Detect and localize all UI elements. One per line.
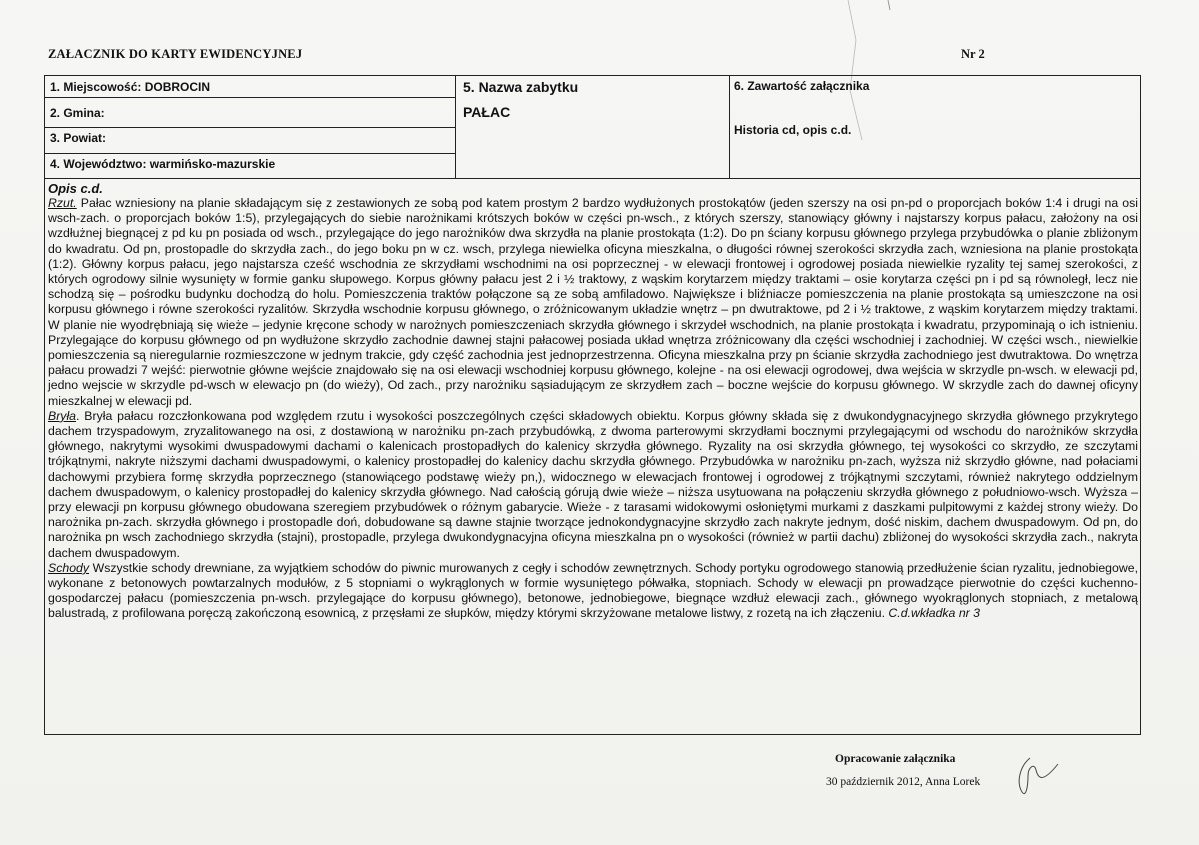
field-gmina: 2. Gmina: bbox=[50, 106, 105, 120]
footer-label: Opracowanie załącznika bbox=[835, 753, 956, 765]
field-zawartosc-label: 6. Zawartość załącznika bbox=[734, 79, 870, 93]
schody-label: Schody bbox=[48, 560, 90, 575]
rzut-text: Pałac wzniesiony na planie składającym się z zestawionych ze sobą pod katem prostym 2 bardzo wydłużonych prostokątów (jeden szerszy na osi pn-pd o proporcjach boków 1:4 i drugi na osi wsch-zach. o proporcjach boków 1:5), przylegających do siebie narożnikami krótszych boków w części pn-wsch., z których szerszy, stanowiący główny i najstarszy korpus pałacu, założony na osi wzdłużnej biegnącej z pd ku pn posiada od wsch., przylegające do jego narożników dwa skrzydła na planie prostokąta (1:2). Do pn ściany korpusu głównego przylega przybudówka o planie zbliżonym do kwadratu. Od pn, prostopadle do skrzydła zach., do jego boku pn w cz. wsch, przylega niewielka oficyna mieszkalna, o długości równej szerokości skrzydła zach, wzniesiona na planie prostokąta (1:2). Główny korpus pałacu, jego najstarsza cześć wschodnia ze skrzydłami wschodnimi na osi poprzecznej - w elewacji frontowej i ogrodowej posiada niewielkie ryzality tej samej szerokości, z których ogrodowy silnie wysunięty w formie ganku słupowego. Korpus główny pałacu jest 2 i ½ traktowy, z wąskim korytarzem między traktami – osie korytarza części pn i pd są równoległ, lecz nie schodzą się – pośrodku budynku dochodzą do holu. Pomieszczenia traktów połączone są ze sobą amfiladowo. Największe i bliźniacze pomieszczenia na planie prostokąta są umieszczone na osi korpusu głównego i równe szerokości ryzalitów. Skrzydła wschodnie korpusu głównego, o zróżnicowanym układzie wnętrz – pn dwutraktowe, pd 2 i ½ traktowe, z wąskim korytarzem między traktami. W planie nie wyodrębniają się wieże – jedynie kręcone schody w narożnych pomieszczeniach skrzydła głównego i skrzydeł wschodnich, na planie prostokąta i kwadratu, przypominają o ich istnieniu. Przylegające do korpusu głównego od pn wydłużone skrzydło zachodnie dawnej stajni pałacowej posiada układ wnętrza zróżnicowany dla części wschodniej i zachodniej. W części wsch., niewielkie pomieszczenia są nieregularnie rozmieszczone w jednym trakcie, gdy część zachodnia jest jednoprzestrzenna. Oficyna mieszkalna przy pn ścianie skrzydła zachodniego jest dwutraktowa. Do wnętrza pałacu prowadzi 7 wejść: pierwotnie główne wejście znajdowało się na osi elewacji wschodniej korpusu głównego, kolejne - na osi elewacji ogrodowej, dwa wejścia w skrzydle pn-wsch. w elewacji pd, jedno wejscie w skrzydle pd-wsch w elewacjo pn (do wieży), Od zach., przy narożniku sąsiadującym ze skrzydłem zach – boczne wejście do korpusu głównego. W skrzydle zach do dawnej oficyny mieszkalnej w elewacji pd. bbox=[48, 196, 1138, 408]
document-title: ZAŁACZNIK DO KARTY EWIDENCYJNEJ bbox=[48, 47, 303, 61]
schody-paragraph bbox=[48, 561, 1138, 622]
attachment-number: Nr 2 bbox=[961, 47, 985, 61]
opis-heading: Opis c.d. bbox=[48, 181, 103, 196]
field-nazwa-value: PAŁAC bbox=[463, 104, 511, 120]
field-zawartosc-value: Historia cd, opis c.d. bbox=[734, 123, 852, 137]
column-divider bbox=[729, 75, 730, 178]
continuation-note: C.d.wkładka nr 3 bbox=[888, 606, 981, 621]
field-powiat: 3. Powiat: bbox=[50, 131, 107, 145]
bryla-paragraph bbox=[48, 409, 1138, 561]
footer-date-author: 30 październik 2012, Anna Lorek bbox=[826, 776, 981, 788]
schody-text: Wszystkie schody drewniane, za wyjątkiem schodów do piwnic murowanych z cegły i schodów zewnętrznych. Schody portyku ogrodowego stanowią przedłużenie ścian ryzalitu, jednobiegowe, wykonane z betonowych powtarzalnych modułów, z 5 stopniami o wykrąglonych w formie wysuniętego półwałka, stopniach. Schody w elewacji pn prowadzące pierwotnie do części kuchenno-gospodarczej pałacu (pomieszczenia pn-wsch. przylegające do korpusu głównego), betonowe, jednobiegowe, biegnące wzdłuż elewacji zach., głównego wyokrąglonych stopniach, z metalową balustradą, z profilowana poręczą zakończoną esownicą, z przęsłami ze słupków, między którymi skrzyżowane metalowe listwy, z rozetą na ich złączeniu. bbox=[48, 560, 1138, 621]
signature-icon bbox=[1010, 752, 1070, 802]
field-miejscowosc: 1. Miejscowość: DOBROCIN bbox=[50, 80, 211, 94]
bryla-label: Bryła bbox=[48, 408, 77, 423]
column-divider bbox=[455, 75, 456, 178]
rzut-label: Rzut. bbox=[48, 196, 77, 210]
row-divider bbox=[44, 153, 455, 154]
field-nazwa-label: 5. Nazwa zabytku bbox=[463, 79, 579, 95]
bryla-text: . Bryła pałacu rozczłonkowana pod względem rzutu i wysokości poszczególnych części składowych obiektu. Korpus główny składa się z dwukondygnacyjnego skrzydła głównego przykrytego dachem trzyspadowym, zryzalitowanego na osi, z dostawioną w narożniku pn-zach przybudówką, z dwoma parterowymi skrzydłami bocznymi przylegającymi od wschodu do narożników skrzydła głównego, nakrytymi wysokimi dwuspadowymi dachami o kalenicach prostopadłych do kalenicy skrzydła głównego. Ryzality na osi skrzydła głównego, tej wysokości co skrzydło, ze szczytami trójkątnymi, nakryte niższymi dachami dwuspadowymi, o kalenicy prostopadłej do kalenicy dachu skrzydła głównego. Przybudówka w narożniku pn-zach, wyższa niż skrzydło główne, nad połaciami dachowymi przybiera formę skrzydła poprzecznego (stanowiącego podstawę wieży pn,), widocznego w elewacjach frontowej i ogrodowej z trójkątnymi szczytami, również nakrytego oddzielnym dachem dwuspadowym, o kalenicy prostopadłej do kalenicy skrzydła głównego. Nad całością górują dwie wieże – niższa usytuowana na połączeniu skrzydła głównego z południowo-wsch. Wyższa – przy elewacji pn korpusu głównego obudowana szeregiem przybudówek o różnym gabarycie. Wieże - z tarasami widokowymi osłoniętymi murkami z daszkami pulpitowymi z każdej strony wieży. Do narożnika pn-zach. skrzydła głównego i prostopadle doń, dobudowane są dawne stajnie tworzące jednokondygnacyjne skrzydło zach nakryte jednym, dość niskim, dachem dwuspadowym. Od pn, do narożnika pn wsch zachodniego skrzydła (stajni), prostopadle, przylega dwukondygnacyjna oficyna mieszkalna pn o wysokości (również w partii dachu) zbliżonej do wysokości skrzydła zach., nakryta dachem dwuspadowym. bbox=[48, 408, 1138, 560]
row-divider bbox=[44, 127, 455, 128]
description-body bbox=[48, 196, 1138, 622]
rzut-paragraph bbox=[48, 196, 1138, 409]
row-divider bbox=[44, 97, 455, 98]
header-table-bottom bbox=[44, 178, 1141, 179]
field-wojewodztwo: 4. Województwo: warmińsko-mazurskie bbox=[50, 157, 276, 171]
